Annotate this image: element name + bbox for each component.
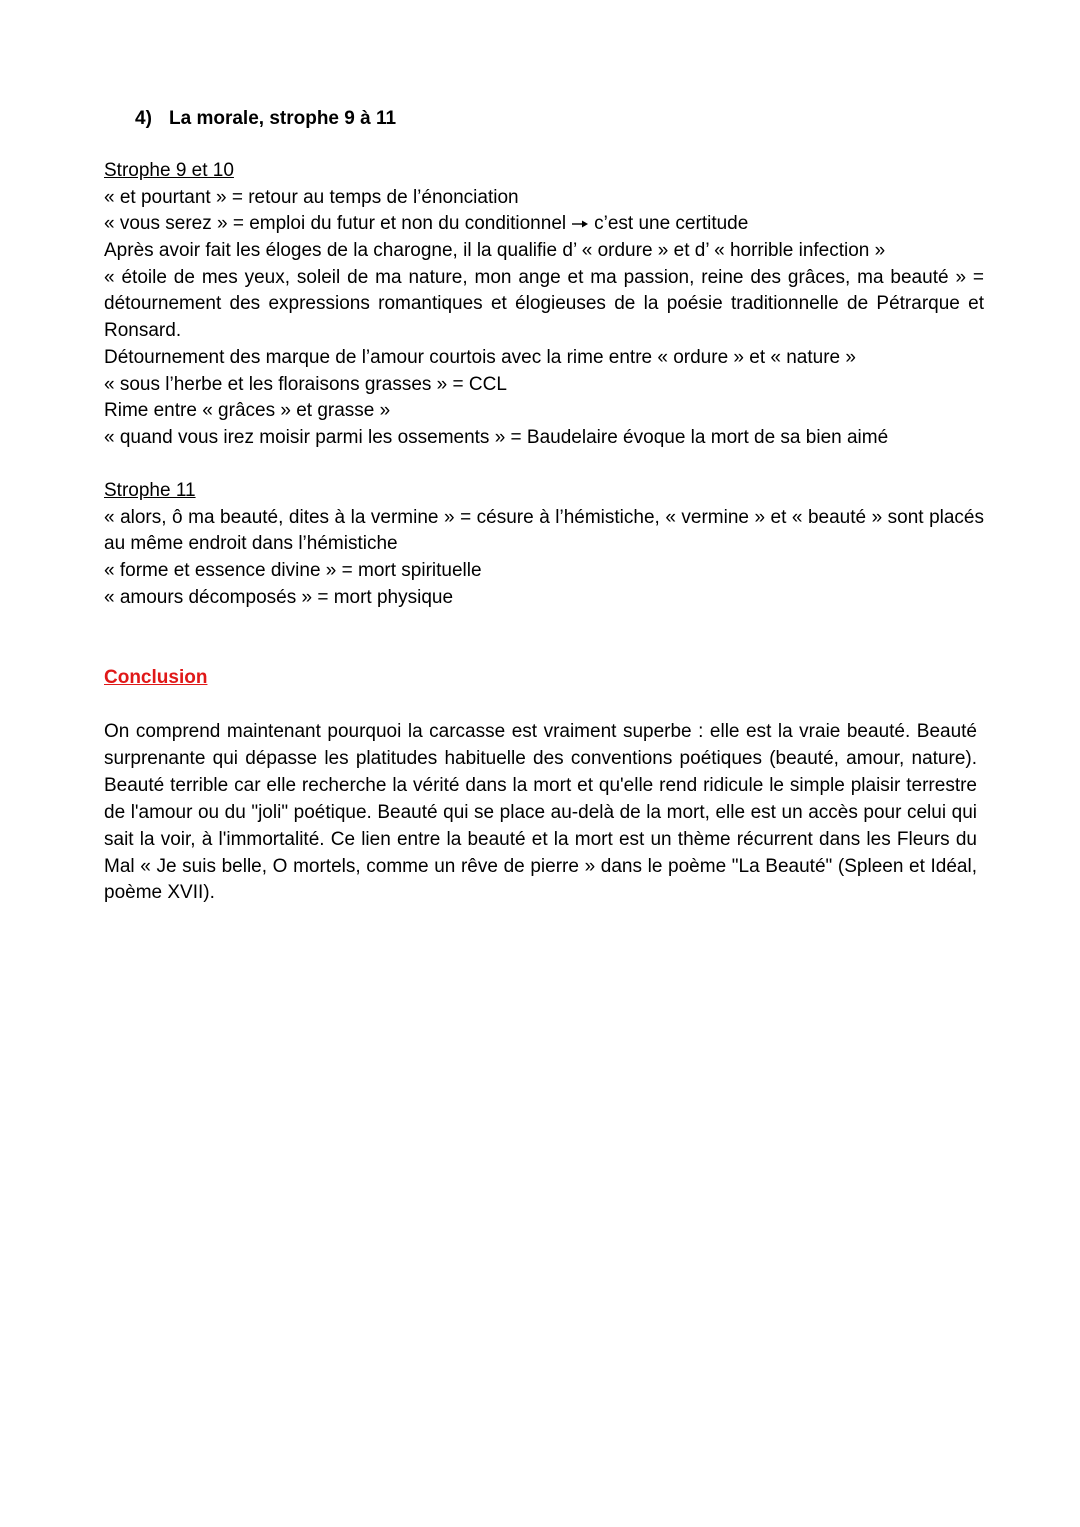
strophe-line: « et pourtant » = retour au temps de l’énonciation — [104, 186, 519, 208]
strophe-9-10-heading: Strophe 9 et 10 — [104, 160, 234, 181]
strophe-line: « quand vous irez moisir parmi les ossements » = Baudelaire évoque la mort de sa bien aimé — [104, 426, 889, 448]
arrow-result: c’est une certitude — [594, 213, 749, 235]
strophe-line: Détournement des marque de l’amour courtois avec la rime entre « ordure » et « nature » — [104, 346, 856, 368]
strophe-line: Rime entre « grâces » et grasse » — [104, 400, 391, 422]
section-heading — [135, 105, 396, 132]
conclusion-paragraph: On comprend maintenant pourquoi la carcasse est vraiment superbe : elle est la vraie beauté. Beauté surprenante qui dépasse les platitudes habituelle des conventions poétiques (beauté, amour, nature). Beauté terrible car elle recherche la vérité dans la mort et qu'elle rend ridicule le simple plaisir terrestre de l'amour ou du "joli" poétique. Beauté qui se place au-delà de la mort, elle est un accès pour celui qui sait la voir, à l'immortalité. Ce lien entre la beauté et la mort est un thème récurrent dans les Fleurs du Mal « Je suis belle, O mortels, comme un rêve de pierre » dans le poème "La Beauté" (Spleen et Idéal, poème XVII). — [104, 721, 977, 904]
strophe-line: « étoile de mes yeux, soleil de ma nature, mon ange et ma passion, reine des grâces, ma beauté » = détournement des expressions romantiques et élogieuses de la poésie traditionnelle de Pétrarque et Ronsard. — [104, 266, 984, 342]
strophe-9-10-block — [104, 158, 984, 452]
conclusion-title: Conclusion — [104, 667, 208, 688]
strophe-line: « amours décomposés » = mort physique — [104, 586, 454, 608]
right-arrow-icon — [572, 212, 588, 239]
section-number: 4) — [135, 108, 152, 129]
strophe-line: « forme et essence divine » = mort spirituelle — [104, 560, 482, 582]
section-title: La morale, strophe 9 à 11 — [169, 108, 397, 129]
strophe-line: « sous l’herbe et les floraisons grasses » = CCL — [104, 373, 507, 395]
strophe-line — [104, 211, 984, 238]
strophe-line-text: « vous serez » = emploi du futur et non du conditionnel — [104, 213, 567, 235]
strophe-line: « alors, ô ma beauté, dites à la vermine » = césure à l’hémistiche, « vermine » et « beauté » sont placés au même endroit dans l’hémistiche — [104, 506, 984, 555]
strophe-11-heading: Strophe 11 — [104, 480, 196, 501]
strophe-11-block — [104, 478, 984, 611]
strophe-line: Après avoir fait les éloges de la charogne, il la qualifie d’ « ordure » et d’ « horrible infection » — [104, 240, 886, 262]
